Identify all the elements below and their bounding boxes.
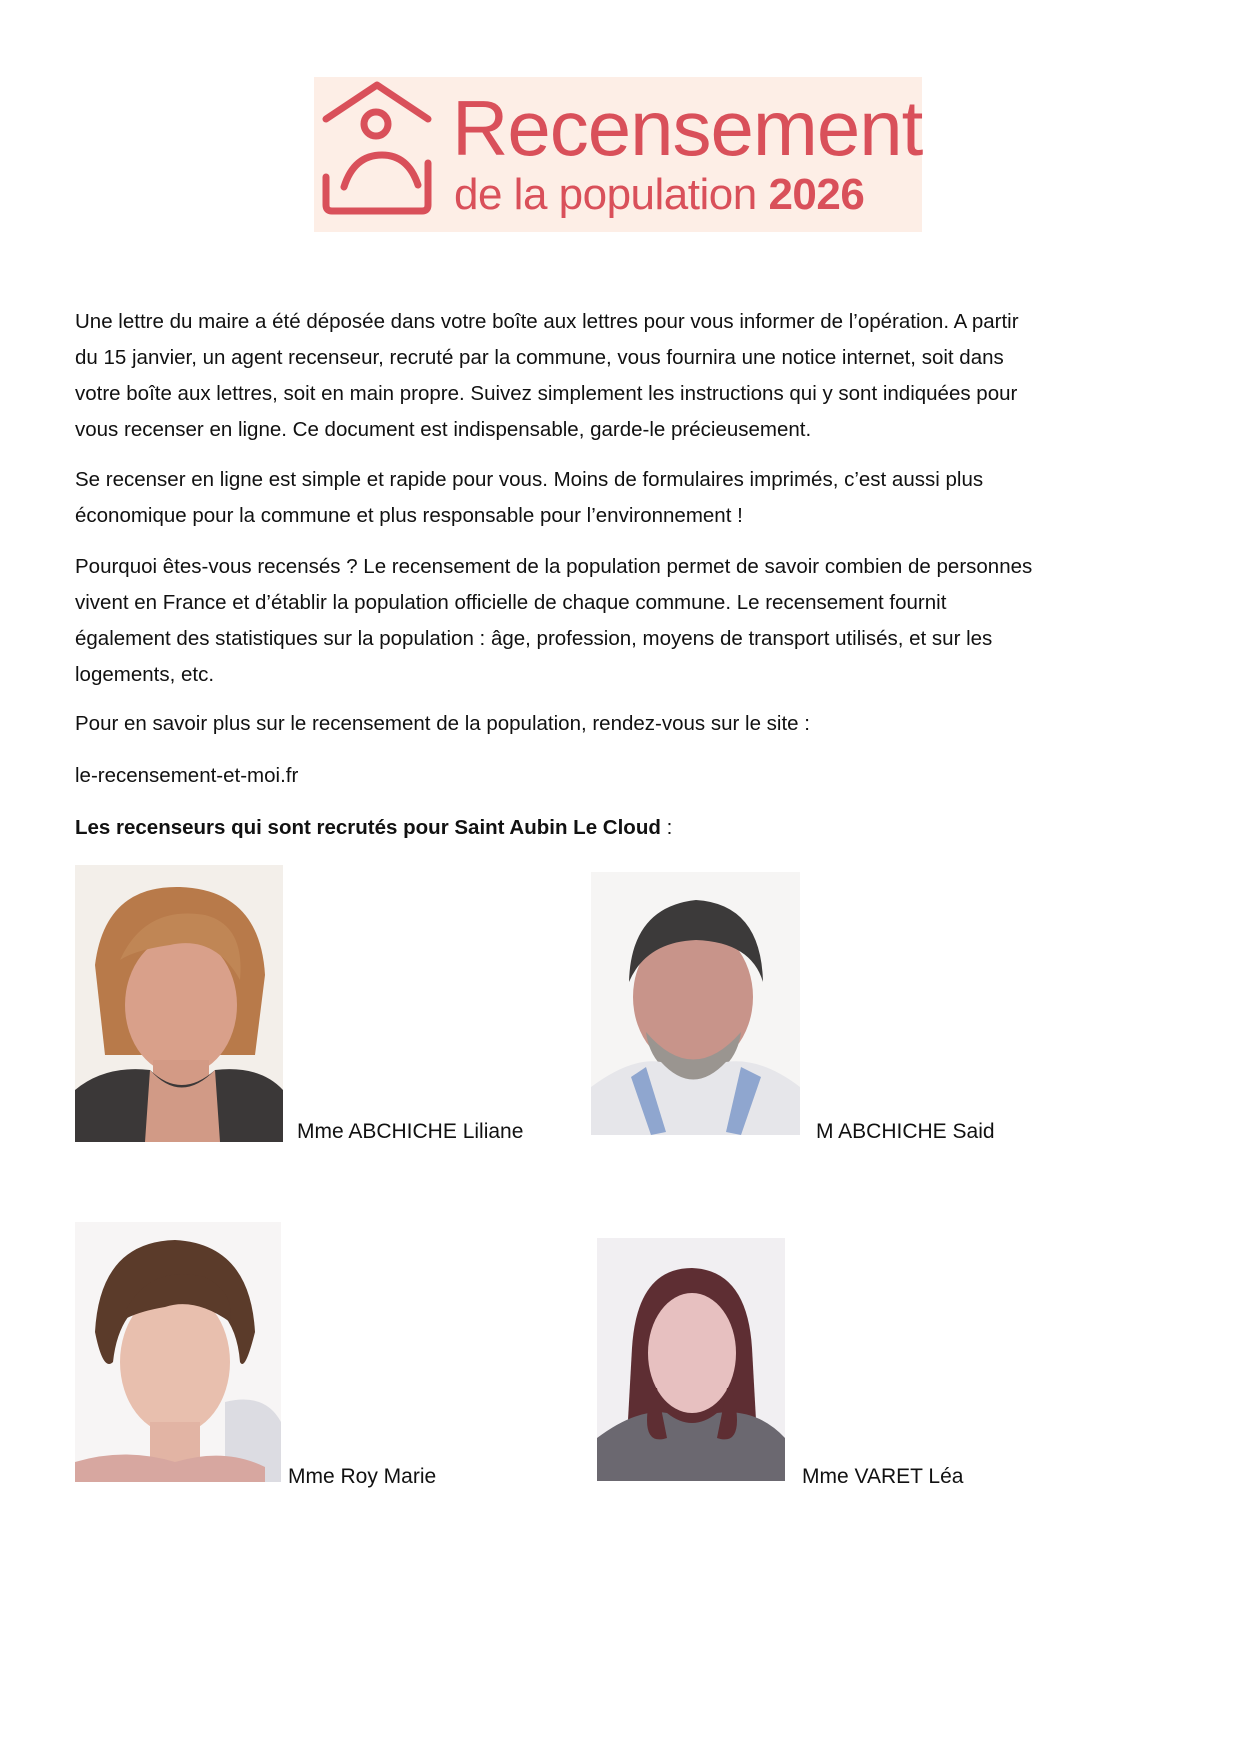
recruiters-heading-text xyxy=(75,810,672,846)
house-person-icon xyxy=(314,77,464,232)
text-line: Une lettre du maire a été déposée dans votre boîte aux lettres pour vous informer de l’opération. A partir xyxy=(75,310,1019,333)
paragraph-intro xyxy=(75,304,1019,448)
portrait-photo xyxy=(75,1222,281,1482)
recruiter-name-4: Mme VARET Léa xyxy=(802,1465,964,1488)
text-line: Pour en savoir plus sur le recensement de la population, rendez-vous sur le site : xyxy=(75,712,810,735)
logo-subtitle-text: de la population xyxy=(454,170,757,219)
website-link[interactable] xyxy=(75,758,298,794)
portrait-photo xyxy=(597,1238,785,1481)
text-line: Pourquoi êtes-vous recensés ? Le recensement de la population permet de savoir combien de personnes xyxy=(75,555,1033,578)
recruiter-name-1: Mme ABCHICHE Liliane xyxy=(297,1120,524,1143)
census-logo xyxy=(314,77,922,232)
website-text[interactable]: le-recensement-et-moi.fr xyxy=(75,764,299,787)
recruiter-photo-4 xyxy=(597,1238,785,1481)
recruiters-heading-colon: : xyxy=(660,816,673,839)
text-line: économique pour la commune et plus responsable pour l’environnement ! xyxy=(75,504,743,527)
portrait-photo xyxy=(75,865,283,1142)
text-line: vous recenser en ligne. Ce document est indispensable, garde-le précieusement. xyxy=(75,418,812,441)
portrait-photo xyxy=(591,872,800,1135)
recruiter-photo-2 xyxy=(591,872,800,1135)
recruiters-heading-bold: Les recenseurs qui sont recrutés pour Saint Aubin Le Cloud xyxy=(75,816,661,839)
recruiter-name-2: M ABCHICHE Said xyxy=(816,1120,995,1143)
text-line: votre boîte aux lettres, soit en main propre. Suivez simplement les instructions qui y sont indiquées pour xyxy=(75,382,1018,405)
logo-subtitle xyxy=(454,170,865,219)
recruiter-name-3: Mme Roy Marie xyxy=(288,1465,437,1488)
text-line: également des statistiques sur la population : âge, profession, moyens de transport utilisés, et sur les xyxy=(75,627,993,650)
recruiter-photo-3 xyxy=(75,1222,281,1482)
paragraph-why xyxy=(75,549,1032,693)
paragraph-online xyxy=(75,462,983,534)
text-line: vivent en France et d’établir la population officielle de chaque commune. Le recensement fournit xyxy=(75,591,947,614)
recruiter-photo-1 xyxy=(75,865,283,1142)
text-line: du 15 janvier, un agent recenseur, recruté par la commune, vous fournira une notice internet, soit dans xyxy=(75,346,1004,369)
logo-year: 2026 xyxy=(768,170,865,219)
recruiters-heading xyxy=(75,810,672,846)
text-line: Se recenser en ligne est simple et rapide pour vous. Moins de formulaires imprimés, c’est aussi plus xyxy=(75,468,984,491)
logo-title: Recensement xyxy=(452,84,923,172)
text-line: logements, etc. xyxy=(75,663,215,686)
paragraph-more-info xyxy=(75,706,810,742)
